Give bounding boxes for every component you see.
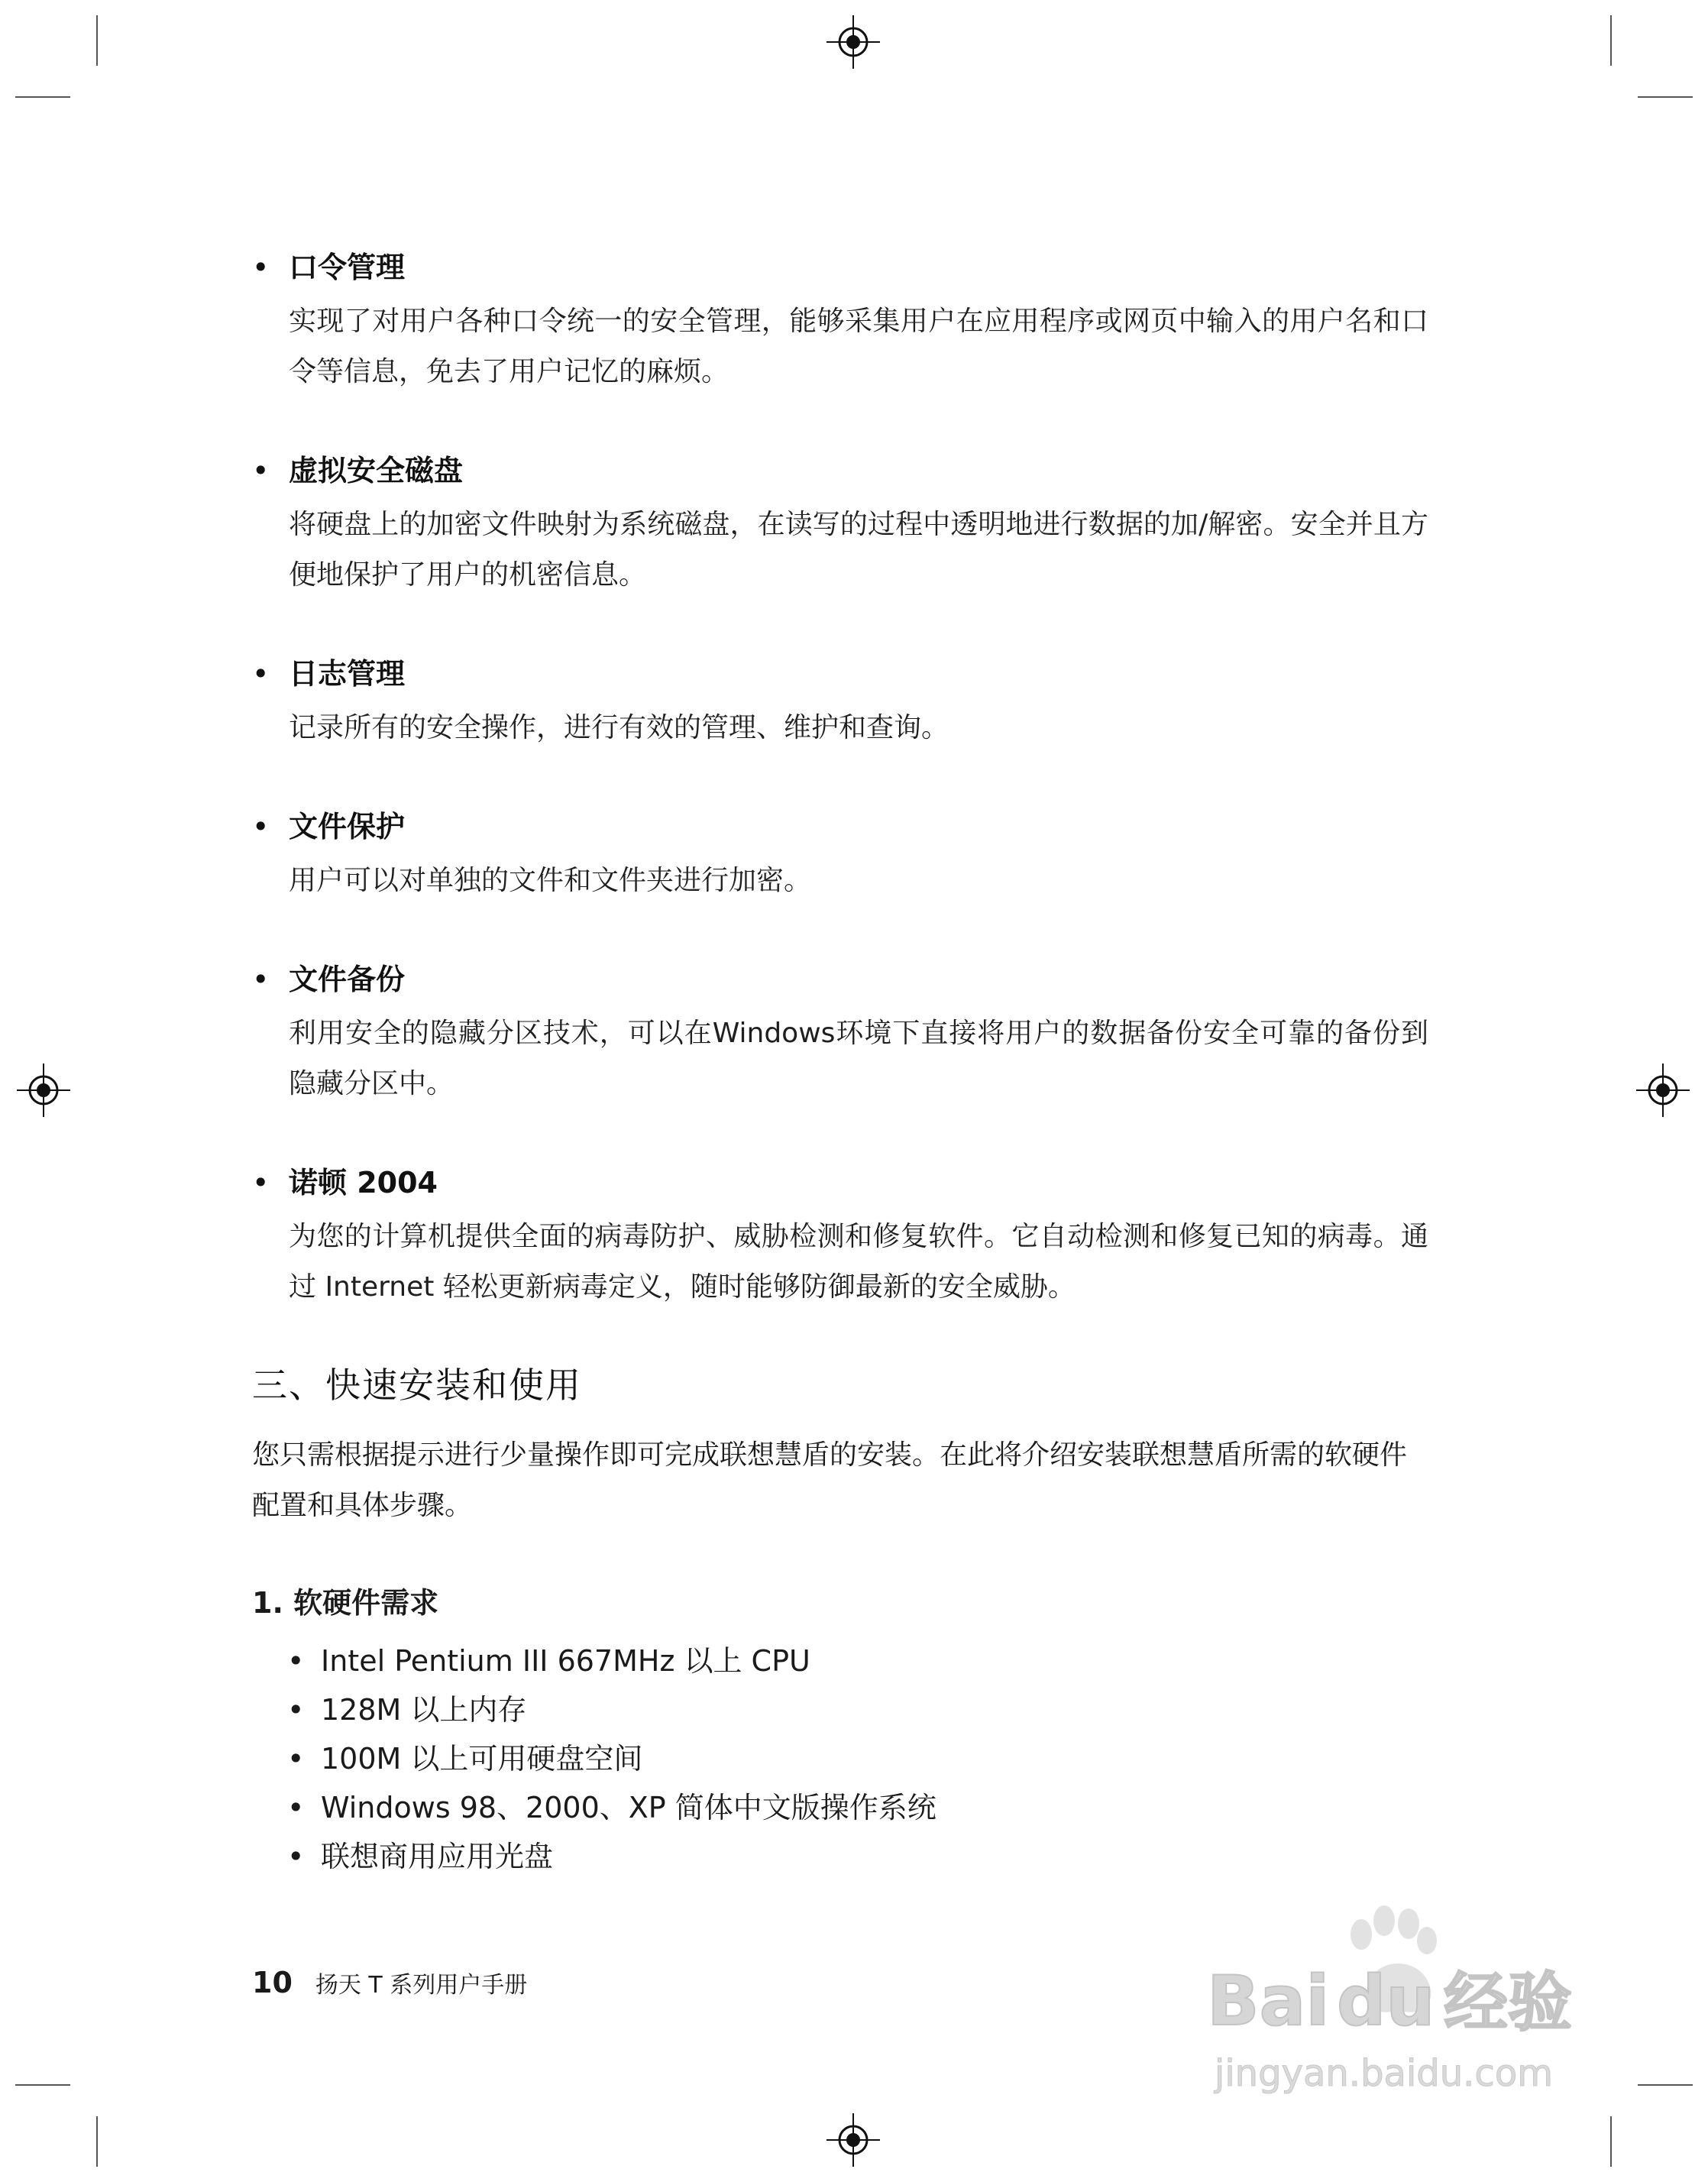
- registration-mark-left: [17, 1063, 70, 1117]
- feature-title: [252, 804, 1428, 850]
- feature-title-text: 文件备份: [289, 963, 406, 996]
- list-item: [252, 1685, 1428, 1734]
- page-content: [252, 244, 1428, 1881]
- crop-mark-top-right-h: [1638, 96, 1693, 98]
- section-description: 您只需根据提示进行少量操作即可完成联想慧盾的安装。在此将介绍安装联想慧盾所需的软硬件配置和具体步骤。: [252, 1439, 1408, 1521]
- crop-mark-top-left-v: [96, 15, 98, 66]
- baidu-jingyan-watermark-icon: [1192, 1895, 1619, 2124]
- feature-password-management: [252, 244, 1428, 397]
- feature-virtual-secure-disk: [252, 448, 1428, 601]
- bullet-icon: •: [287, 1742, 305, 1776]
- feature-title-text: 诺顿 2004: [289, 1166, 438, 1199]
- list-item: [252, 1832, 1428, 1881]
- bullet-icon: •: [252, 810, 270, 843]
- crop-mark-bottom-left-v: [96, 2116, 98, 2167]
- requirements-section: [252, 1580, 1428, 1881]
- registration-mark-right: [1636, 1063, 1690, 1117]
- list-item-text: Windows 98、2000、XP 简体中文版操作系统: [321, 1791, 936, 1824]
- crop-mark-top-left-h: [15, 96, 70, 98]
- list-item-text: 128M 以上内存: [321, 1693, 527, 1727]
- crop-mark-bottom-left-h: [15, 2084, 70, 2086]
- bullet-icon: •: [287, 1644, 305, 1678]
- list-item-text: Intel Pentium III 667MHz 以上 CPU: [321, 1644, 810, 1678]
- feature-file-protection: [252, 804, 1428, 906]
- feature-description: 用户可以对单独的文件和文件夹进行加密。: [289, 865, 812, 896]
- list-item-text: 联想商用应用光盘: [321, 1840, 554, 1873]
- feature-title: [252, 1160, 1428, 1206]
- feature-description: 为您的计算机提供全面的病毒防护、威胁检测和修复软件。它自动检测和修复已知的病毒。通过 Internet 轻松更新病毒定义，随时能够防御最新的安全威胁。: [289, 1221, 1428, 1303]
- feature-title-text: 口令管理: [289, 251, 406, 284]
- bullet-icon: •: [252, 454, 270, 487]
- list-item: [252, 1734, 1428, 1783]
- svg-text:du: du: [1337, 1961, 1435, 2041]
- feature-title-text: 虚拟安全磁盘: [289, 454, 464, 487]
- bullet-icon: •: [287, 1791, 305, 1824]
- feature-log-management: [252, 651, 1428, 753]
- quick-install-section: [252, 1358, 1428, 1531]
- feature-title-text: 日志管理: [289, 657, 406, 691]
- svg-text:Bai: Bai: [1207, 1961, 1330, 2041]
- bullet-icon: •: [287, 1693, 305, 1727]
- requirements-list: [252, 1636, 1428, 1881]
- book-title: 扬天 T 系列用户手册: [315, 1972, 528, 1999]
- bullet-icon: •: [287, 1840, 305, 1873]
- feature-description: 实现了对用户各种口令统一的安全管理，能够采集用户在应用程序或网页中输入的用户名和口令等信息，免去了用户记忆的麻烦。: [289, 306, 1428, 387]
- svg-text:经验: 经验: [1444, 1965, 1573, 2040]
- crop-mark-top-right-v: [1610, 15, 1612, 66]
- feature-norton-2004: [252, 1160, 1428, 1313]
- feature-description: 将硬盘上的加密文件映射为系统磁盘，在读写的过程中透明地进行数据的加/解密。安全并且方便地保护了用户的机密信息。: [289, 509, 1428, 591]
- section-heading: 三、快速安装和使用: [252, 1365, 582, 1406]
- registration-mark-bottom: [827, 2113, 880, 2167]
- feature-title: [252, 244, 1428, 290]
- bullet-icon: •: [252, 963, 270, 996]
- bullet-icon: •: [252, 657, 270, 691]
- crop-mark-bottom-right-h: [1638, 2084, 1693, 2086]
- list-item: [252, 1636, 1428, 1685]
- svg-text:jingyan.baidu.com: jingyan.baidu.com: [1215, 2052, 1553, 2095]
- page-number: 10: [252, 1966, 293, 1999]
- feature-title: [252, 651, 1428, 697]
- list-item-text: 100M 以上可用硬盘空间: [321, 1742, 643, 1776]
- feature-title-text: 文件保护: [289, 810, 406, 843]
- registration-mark-top: [827, 15, 880, 69]
- bullet-icon: •: [252, 1166, 270, 1199]
- list-item: [252, 1783, 1428, 1832]
- feature-description: 利用安全的隐藏分区技术，可以在Windows环境下直接将用户的数据备份安全可靠的备份到隐藏分区中。: [289, 1018, 1428, 1099]
- feature-file-backup: [252, 957, 1428, 1109]
- requirements-heading: 1. 软硬件需求: [252, 1586, 439, 1620]
- bullet-icon: •: [252, 251, 270, 284]
- feature-title: [252, 448, 1428, 494]
- page-footer: [252, 1963, 527, 2005]
- feature-title: [252, 957, 1428, 1002]
- feature-description: 记录所有的安全操作，进行有效的管理、维护和查询。: [289, 712, 949, 743]
